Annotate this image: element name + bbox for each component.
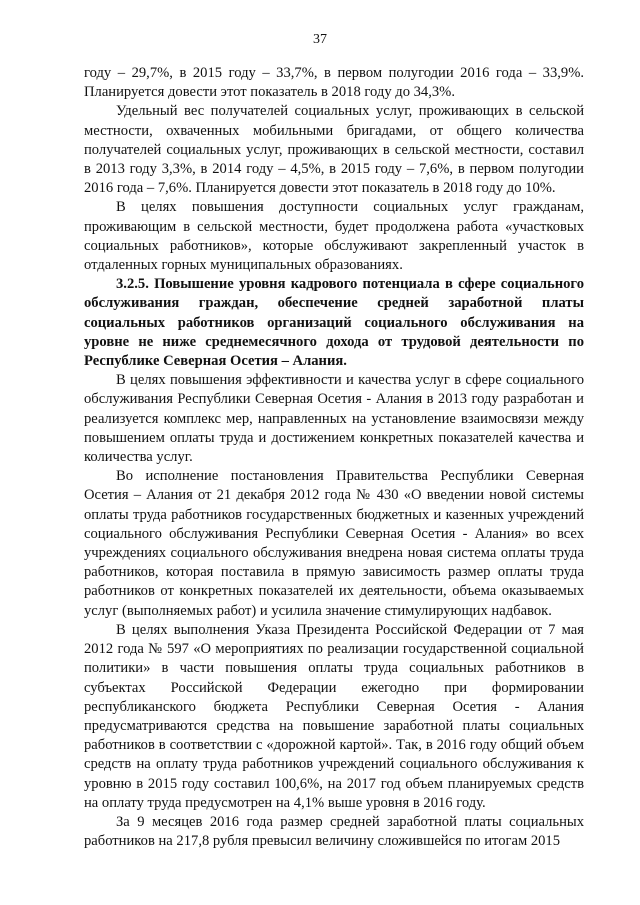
page-number: 37 bbox=[313, 32, 327, 47]
paragraph-continuation: году – 29,7%, в 2015 году – 33,7%, в первом полугодии 2016 года – 33,9%. Планируется довести этот показатель в 2018 году до 34,3%. bbox=[84, 65, 584, 101]
paragraph-district-social-workers: В целях повышения доступности социальных услуг гражданам, проживающим в сельской местности, будет продолжена работа «участковых социальных работников», которые обслуживают закрепленный участок в отдаленных горных муниципальных образованиях. bbox=[84, 199, 584, 274]
paragraph-new-pay-system: Во исполнение постановления Правительства Республики Северная Осетия – Алания от 21 декабря 2012 года № 430 «О введении новой системы оплаты труда работников государственных бюджетных и казенных учреждений социального обслуживания Республики Северная Осетия - Алания» во всех учреждениях социального обслуживания внедрена новая система оплаты труда работников, которая поставила в прямую зависимость размер оплаты труда работников от конкретных показателей их деятельности, объема оказываемых услуг (выполняемых работ) и усилила значение стимулирующих надбавок. bbox=[84, 468, 584, 619]
page-body bbox=[84, 64, 584, 851]
paragraph-rural-mobile-teams: Удельный вес получателей социальных услуг, проживающих в сельской местности, охваченных мобильными бригадами, от общего количества получателей социальных услуг, проживающих в сельской местности, составил в 2013 году 3,3%, в 2014 году – 4,5%, в 2015 году – 7,6%, в первом полугодии 2016 года – 7,6%. Планируется довести этот показатель в 2018 году до 10%. bbox=[84, 103, 584, 197]
paragraph-nine-months-salary: За 9 месяцев 2016 года размер средней заработной платы социальных работников на 217,8 рубля превысил величину сложившейся по итогам 2015 bbox=[84, 813, 584, 850]
section-heading-3-2-5: 3.2.5. Повышение уровня кадрового потенциала в сфере социального обслуживания граждан, обеспечение средней заработной платы социальных работников организаций социального обслуживания на уровне не ниже среднемесячного дохода от трудовой деятельности по Республике Северная Осетия – Алания. bbox=[84, 276, 584, 370]
paragraph-presidential-decree: В целях выполнения Указа Президента Российской Федерации от 7 мая 2012 года № 597 «О мероприятиях по реализации государственной социальной политики» в части повышения оплаты труда социальных работников в субъектах Российской Федерации ежегодно при формировании республиканского бюджета Республики Северная Осетия - Алания предусматриваются средства на повышение заработной платы социальных работников в соответствии с «дорожной картой». Так, в 2016 году общий объем средств на оплату труда работников учреждений социального обслуживания к уровню в 2015 году составил 100,6%, на 2017 год объем планируемых средств на оплату труда предусмотрен на 4,1% выше уровня в 2016 году. bbox=[84, 621, 584, 811]
paragraph-efficiency-measures: В целях повышения эффективности и качества услуг в сфере социального обслуживания Республики Северная Осетия - Алания в 2013 году разработан и реализуется комплекс мер, направленных на установление взаимосвязи между повышением оплаты труда и достижением конкретных показателей качества и количества услуг. bbox=[84, 372, 584, 466]
